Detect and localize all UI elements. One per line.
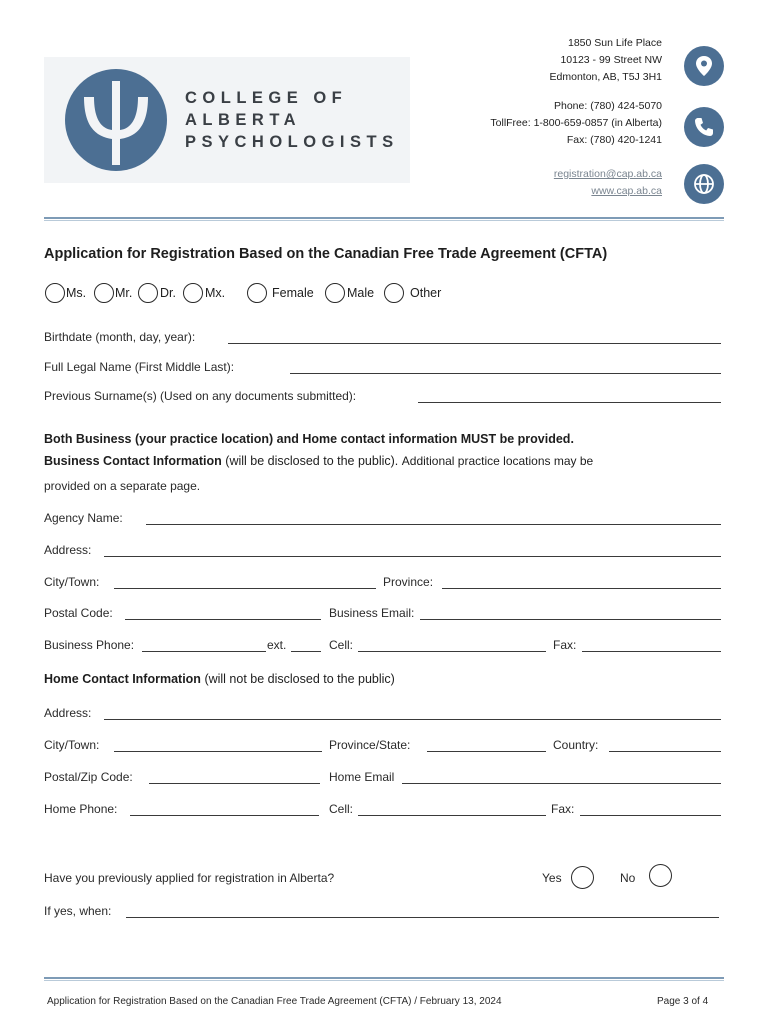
radio-female[interactable]	[247, 283, 267, 303]
home-email-label: Home Email	[329, 770, 395, 784]
agency-name-field[interactable]	[146, 524, 721, 525]
fax-line: Fax: (780) 420-1241	[566, 134, 662, 146]
home-disclosure-note: (will not be disclosed to the public)	[204, 672, 395, 686]
logo-wordmark	[185, 87, 399, 153]
business-email-field[interactable]	[420, 619, 721, 620]
location-pin-icon	[684, 46, 724, 86]
yes-label: Yes	[542, 871, 562, 885]
business-extra-note: Additional practice locations may be	[401, 454, 594, 468]
business-heading: Business Contact Information	[44, 454, 222, 468]
radio-mx[interactable]	[183, 283, 203, 303]
radio-male[interactable]	[325, 283, 345, 303]
birthdate-label: Birthdate (month, day, year):	[44, 330, 196, 344]
logo-line-2: ALBERTA	[185, 111, 302, 129]
radio-label-female: Female	[272, 286, 314, 300]
logo-line-1: COLLEGE OF	[185, 89, 348, 107]
radio-ms[interactable]	[45, 283, 65, 303]
business-extra-note-2: provided on a separate page.	[44, 479, 201, 493]
radio-label-ms: Ms.	[66, 286, 87, 300]
radio-other[interactable]	[384, 283, 404, 303]
home-country-label: Country:	[553, 738, 599, 752]
radio-label-male: Male	[347, 286, 375, 300]
home-address-label: Address:	[44, 706, 92, 720]
home-province-field[interactable]	[427, 751, 546, 752]
if-yes-field[interactable]	[126, 917, 719, 918]
agency-name-label: Agency Name:	[44, 511, 123, 525]
home-country-field[interactable]	[609, 751, 721, 752]
psi-logo-icon	[62, 67, 170, 173]
no-label: No	[620, 871, 636, 885]
logo-line-3: PSYCHOLOGISTS	[185, 133, 399, 151]
home-city-label: City/Town:	[44, 738, 100, 752]
ext-label: ext.	[267, 638, 287, 652]
phone-block	[490, 98, 662, 149]
radio-dr[interactable]	[138, 283, 158, 303]
legal-name-field[interactable]	[290, 373, 721, 374]
business-phone-field[interactable]	[142, 651, 266, 652]
phone-line: Phone: (780) 424-5070	[554, 100, 662, 112]
radio-yes[interactable]	[571, 866, 594, 889]
business-city-label: City/Town:	[44, 575, 100, 589]
previous-surname-field[interactable]	[418, 402, 721, 403]
home-email-field[interactable]	[402, 783, 721, 784]
home-heading: Home Contact Information	[44, 672, 201, 686]
radio-label-other: Other	[410, 286, 442, 300]
radio-no[interactable]	[649, 864, 672, 887]
website-link[interactable]: www.cap.ab.ca	[591, 185, 662, 197]
business-address-label: Address:	[44, 543, 92, 557]
radio-label-mr: Mr.	[115, 286, 133, 300]
home-cell-label: Cell:	[329, 802, 354, 816]
footer-divider	[44, 977, 724, 979]
page-number: Page 3 of 4	[657, 996, 709, 1007]
legal-name-label: Full Legal Name (First Middle Last):	[44, 360, 235, 374]
form-title: Application for Registration Based on the Canadian Free Trade Agreement (CFTA)	[44, 246, 608, 262]
business-heading-line	[44, 454, 593, 468]
tollfree-line: TollFree: 1-800-659-0857 (in Alberta)	[490, 117, 662, 129]
globe-icon	[684, 164, 724, 204]
business-province-field[interactable]	[442, 588, 721, 589]
business-province-label: Province:	[383, 575, 434, 589]
home-postal-label: Postal/Zip Code:	[44, 770, 133, 784]
contact-required-note: Both Business (your practice location) and Home contact information MUST be provided.	[44, 432, 574, 446]
radio-mr[interactable]	[94, 283, 114, 303]
previously-applied-label: Have you previously applied for registration in Alberta?	[44, 871, 335, 885]
business-fax-label: Fax:	[553, 638, 577, 652]
home-phone-label: Home Phone:	[44, 802, 118, 816]
header-divider	[44, 217, 724, 219]
radio-label-mx: Mx.	[205, 286, 226, 300]
home-phone-field[interactable]	[130, 815, 319, 816]
home-heading-line	[44, 672, 395, 686]
home-address-field[interactable]	[104, 719, 721, 720]
business-postal-label: Postal Code:	[44, 606, 113, 620]
address-line: 10123 - 99 Street NW	[560, 54, 662, 66]
business-city-field[interactable]	[114, 588, 376, 589]
ext-field[interactable]	[291, 651, 321, 652]
birthdate-field[interactable]	[228, 343, 721, 344]
address-block	[550, 35, 662, 86]
business-address-field[interactable]	[104, 556, 721, 557]
home-province-label: Province/State:	[329, 738, 411, 752]
home-city-field[interactable]	[114, 751, 322, 752]
business-cell-label: Cell:	[329, 638, 354, 652]
if-yes-label: If yes, when:	[44, 904, 112, 918]
address-line: 1850 Sun Life Place	[568, 37, 662, 49]
home-fax-label: Fax:	[551, 802, 575, 816]
home-cell-field[interactable]	[358, 815, 546, 816]
home-fax-field[interactable]	[580, 815, 721, 816]
business-postal-field[interactable]	[125, 619, 321, 620]
footer-document-title: Application for Registration Based on the Canadian Free Trade Agreement (CFTA) / February 13, 2024	[47, 996, 502, 1007]
business-email-label: Business Email:	[329, 606, 415, 620]
home-postal-field[interactable]	[149, 783, 320, 784]
business-cell-field[interactable]	[358, 651, 546, 652]
address-line: Edmonton, AB, T5J 3H1	[549, 71, 662, 83]
business-fax-field[interactable]	[582, 651, 721, 652]
web-block	[554, 166, 662, 200]
business-phone-label: Business Phone:	[44, 638, 135, 652]
phone-icon	[684, 107, 724, 147]
email-link[interactable]: registration@cap.ab.ca	[553, 168, 662, 180]
radio-label-dr: Dr.	[160, 286, 176, 300]
previous-surname-label: Previous Surname(s) (Used on any documents submitted):	[44, 389, 357, 403]
logo	[44, 57, 410, 183]
business-disclosure-note: (will be disclosed to the public).	[225, 454, 399, 468]
